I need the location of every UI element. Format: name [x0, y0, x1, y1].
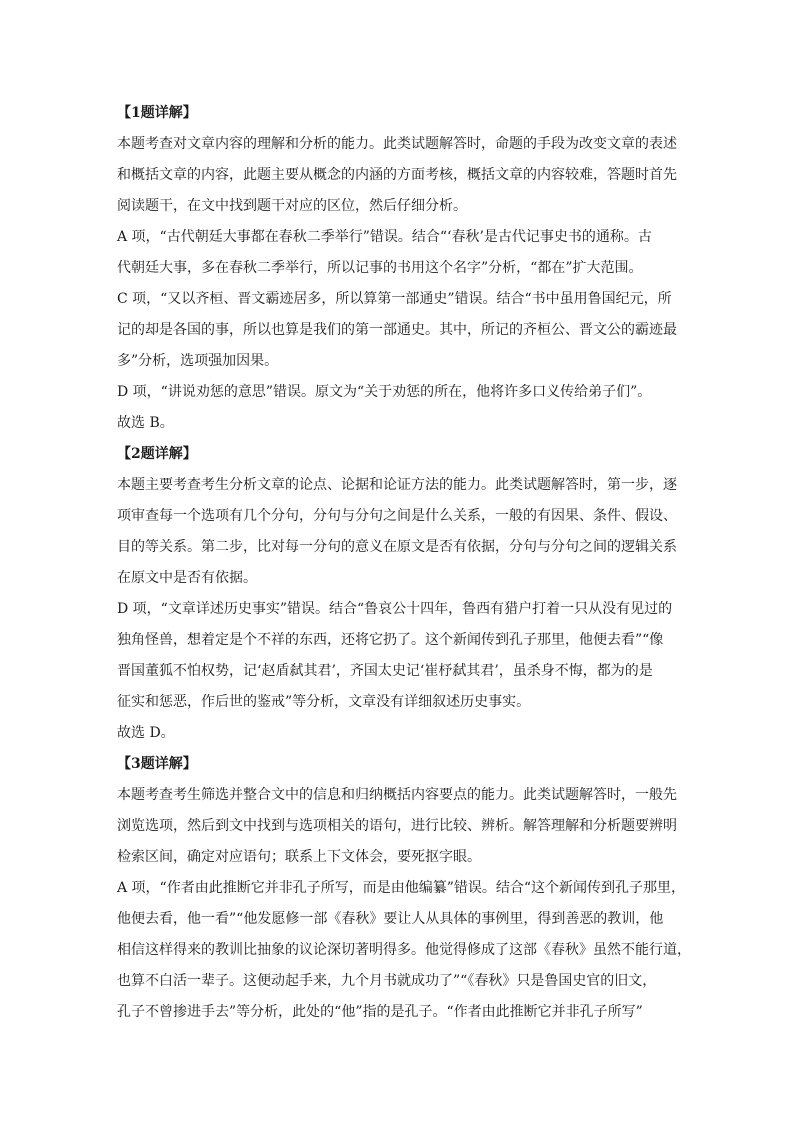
paragraph-line: 他便去看，他一看”“他发愿修一部《春秋》要让人从具体的事例里，得到善恶的教训，他: [117, 911, 664, 927]
paragraph-line: 和概括文章的内容，此题主要从概念的内涵的方面考核，概括文章的内容较难，答题时首先: [117, 167, 677, 183]
paragraph-line: 多”分析，选项强加因果。: [117, 353, 279, 369]
paragraph-line: 阅读题干，在文中找到题干对应的区位，然后仔细分析。: [117, 198, 467, 214]
paragraph-line: 征实和惩恶，作后世的鉴戒”等分析，文章没有详细叙述历史事实。: [117, 694, 531, 710]
paragraph-line: 代朝廷大事，多在春秋二季举行，所以记事的书用这个名字”分析，“都在”扩大范围。: [117, 260, 643, 276]
paragraph-line: 目的等关系。第二步，比对每一分句的意义在原文是否有依据，分句与分句之间的逻辑关系: [117, 539, 677, 555]
paragraph-line: 相信这样得来的教训比抽象的议论深切著明得多。他觉得修成了这部《春秋》虽然不能行道，: [117, 942, 691, 958]
paragraph-line: 本题考查对文章内容的理解和分析的能力。此类试题解答时，命题的手段为改变文章的表述: [117, 136, 677, 152]
paragraph-line: A 项，“作者由此推断它并非孔子所写，而是由他编纂”错误。结合“这个新闻传到孔子那里，: [117, 880, 686, 896]
document-body: [117, 98, 691, 1028]
section-heading: 【2题详解】: [117, 446, 197, 462]
paragraph-line: D 项，“文章详述历史事实”错误。结合“鲁哀公十四年，鲁西有猎户打着一只从没有见过的: [117, 601, 673, 617]
section-3: [117, 749, 691, 1028]
paragraph-line: A 项，“古代朝廷大事都在春秋二季举行”错误。结合“‘春秋’是古代记事史书的通称。古: [117, 229, 652, 245]
paragraph-line: 也算不白活一辈子。这便动起手来，九个月书就成功了”“《春秋》只是鲁国史官的旧文，: [117, 973, 657, 989]
answer-line: 故选 B。: [117, 415, 174, 431]
paragraph-line: 孔子不曾掺进手去”等分析，此处的“他”指的是孔子。“作者由此推断它并非孔子所写”: [117, 1004, 643, 1020]
paragraph-line: 浏览选项，然后到文中找到与选项相关的语句，进行比较、辨析。解答理解和分析题要辨明: [117, 818, 677, 834]
answer-line: 故选 D。: [117, 725, 175, 741]
section-heading: 【1题详解】: [117, 105, 197, 121]
paragraph-line: C 项，“又以齐桓、晋文霸迹居多，所以算第一部通史”错误。结合“书中虽用鲁国纪元，所: [117, 291, 672, 307]
paragraph-line: 独角怪兽，想着定是个不祥的东西，还将它扔了。这个新闻传到孔子那里，他便去看”“像: [117, 632, 664, 648]
section-heading: 【3题详解】: [117, 756, 197, 772]
paragraph-line: 记的却是各国的事，所以也算是我们的第一部通史。其中，所记的齐桓公、晋文公的霸迹最: [117, 322, 677, 338]
paragraph-line: 晋国董狐不怕权势，记‘赵盾弑其君’，齐国太史记‘崔杼弑其君’，虽杀身不悔，都为的是: [117, 663, 653, 679]
paragraph-line: 检索区间，确定对应语句；联系上下文体会，要死抠字眼。: [117, 849, 481, 865]
section-1: [117, 98, 677, 439]
paragraph-line: 项审查每一个选项有几个分句，分句与分句之间是什么关系，一般的有因果、条件、假设、: [117, 508, 677, 524]
section-2: [117, 439, 677, 749]
paragraph-line: 本题主要考查考生分析文章的论点、论据和论证方法的能力。此类试题解答时，第一步，逐: [117, 477, 677, 493]
paragraph-line: 本题考查考生筛选并整合文中的信息和归纳概括内容要点的能力。此类试题解答时，一般先: [117, 787, 677, 803]
paragraph-line: 在原文中是否有依据。: [117, 570, 257, 586]
paragraph-line: D 项，“讲说劝惩的意思”错误。原文为“关于劝惩的所在，他将许多口义传给弟子们”。: [117, 384, 652, 400]
